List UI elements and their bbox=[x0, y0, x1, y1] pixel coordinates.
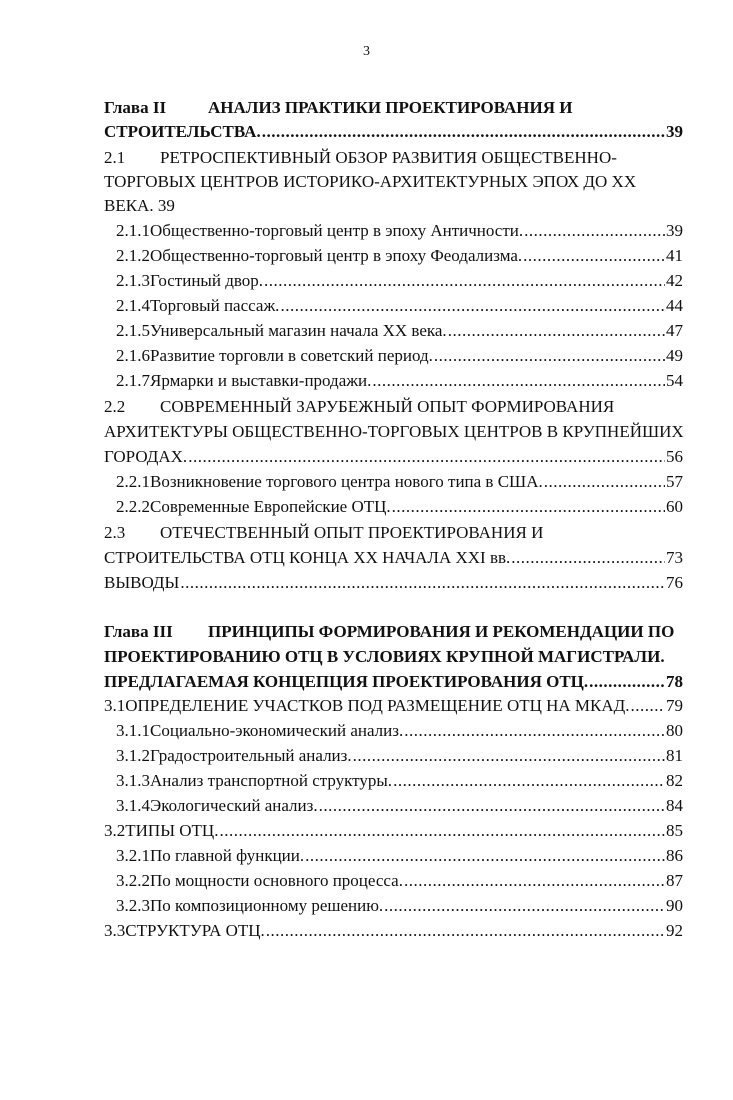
toc-title: Универсальный магазин начала XX века. bbox=[150, 321, 447, 340]
toc-page: 41 bbox=[666, 246, 683, 265]
toc-line bbox=[116, 744, 683, 768]
toc-title: Ярмарки и выставки-продажи. bbox=[150, 371, 372, 390]
toc-title: ОПРЕДЕЛЕНИЕ УЧАСТКОВ ПОД РАЗМЕЩЕНИЕ ОТЦ НА МКАД. bbox=[125, 696, 630, 715]
section-number: 3.3 bbox=[104, 921, 126, 940]
dot-leader bbox=[393, 769, 665, 793]
toc-title: Социально-экономический анализ. bbox=[150, 721, 404, 740]
section-number: 3.1.2 bbox=[116, 746, 150, 765]
dot-leader bbox=[392, 495, 665, 519]
toc-title: СТРОИТЕЛЬСТВА ОТЦ КОНЦА XX НАЧАЛА XXI вв. bbox=[104, 548, 511, 567]
dot-leader bbox=[448, 319, 665, 343]
toc-line bbox=[116, 794, 683, 818]
toc-page: 76 bbox=[666, 573, 683, 592]
dot-leader bbox=[188, 445, 665, 469]
section-number: 3.1.4 bbox=[116, 796, 150, 815]
section-number: 3.1.3 bbox=[116, 771, 150, 790]
toc-title: ОТЕЧЕСТВЕННЫЙ ОПЫТ ПРОЕКТИРОВАНИЯ И bbox=[160, 523, 544, 542]
toc-line bbox=[116, 294, 683, 318]
toc-line bbox=[104, 170, 683, 194]
dot-leader bbox=[280, 294, 665, 318]
toc-page: 82 bbox=[666, 771, 683, 790]
toc-line bbox=[116, 319, 683, 343]
toc-page: 73 bbox=[666, 548, 683, 567]
toc-heading-line bbox=[104, 620, 683, 644]
toc-line bbox=[104, 694, 683, 718]
section-number: 2.1.7 bbox=[116, 371, 150, 390]
toc-line bbox=[116, 244, 683, 268]
toc-line bbox=[116, 495, 683, 519]
section-number: 2.1 bbox=[104, 148, 126, 167]
toc-page: 39 bbox=[666, 122, 683, 141]
dot-leader bbox=[180, 571, 665, 595]
section-number: 2.1.6 bbox=[116, 346, 150, 365]
toc-page: 56 bbox=[666, 447, 683, 466]
toc-line bbox=[104, 146, 683, 170]
chapter-number: Глава II bbox=[104, 98, 167, 117]
toc-line bbox=[104, 571, 683, 595]
toc-title: Экологический анализ. bbox=[150, 796, 318, 815]
toc-title: Общественно-торговый центр в эпоху Античности. bbox=[150, 221, 524, 240]
toc-title: Возникновение торгового центра нового типа в США. bbox=[150, 472, 543, 491]
toc-page: 47 bbox=[666, 321, 683, 340]
toc-title: Градостроительный анализ. bbox=[150, 746, 352, 765]
toc-line bbox=[104, 395, 683, 419]
toc-line bbox=[116, 719, 683, 743]
section-number: 2.1.1 bbox=[116, 221, 150, 240]
toc-page: 84 bbox=[666, 796, 683, 815]
dot-leader bbox=[404, 869, 665, 893]
toc-title: СОВРЕМЕННЫЙ ЗАРУБЕЖНЫЙ ОПЫТ ФОРМИРОВАНИЯ bbox=[160, 397, 615, 416]
toc-title: РЕТРОСПЕКТИВНЫЙ ОБЗОР РАЗВИТИЯ ОБЩЕСТВЕННО- bbox=[160, 148, 617, 167]
chapter-title: АНАЛИЗ ПРАКТИКИ ПРОЕКТИРОВАНИЯ И bbox=[208, 98, 573, 117]
section-number: 3.1.1 bbox=[116, 721, 150, 740]
dot-leader bbox=[219, 819, 665, 843]
toc-title: Общественно-торговый центр в эпоху Феодализма. bbox=[150, 246, 523, 265]
chapter-title: ПРИНЦИПЫ ФОРМИРОВАНИЯ И РЕКОМЕНДАЦИИ ПО bbox=[208, 622, 675, 641]
toc-line bbox=[104, 194, 683, 218]
dot-leader bbox=[319, 794, 665, 818]
dot-leader bbox=[305, 844, 665, 868]
dot-leader bbox=[262, 120, 665, 144]
toc-page: 81 bbox=[666, 746, 683, 765]
toc-title: АРХИТЕКТУРЫ ОБЩЕСТВЕННО-ТОРГОВЫХ ЦЕНТРОВ В КРУПНЕЙШИХ bbox=[104, 422, 684, 441]
dot-leader bbox=[434, 344, 665, 368]
toc-line bbox=[104, 420, 683, 444]
toc-line bbox=[116, 470, 683, 494]
toc-line bbox=[104, 819, 683, 843]
toc-title: Современные Европейские ОТЦ. bbox=[150, 497, 391, 516]
toc-line bbox=[104, 670, 683, 694]
page-number: 3 bbox=[363, 44, 370, 59]
toc-title: ГОРОДАХ. bbox=[104, 447, 188, 466]
toc-line bbox=[116, 894, 683, 918]
toc-page: 54 bbox=[666, 371, 683, 390]
toc-page: 79 bbox=[666, 696, 683, 715]
section-number: 2.1.4 bbox=[116, 296, 150, 315]
toc-page: 90 bbox=[666, 896, 683, 915]
section-number: 2.3 bbox=[104, 523, 126, 542]
section-number: 3.2 bbox=[104, 821, 126, 840]
toc-line bbox=[104, 546, 683, 570]
toc-title: Торговый пассаж. bbox=[150, 296, 280, 315]
toc-line bbox=[104, 521, 683, 545]
toc-page: 85 bbox=[666, 821, 683, 840]
toc-line bbox=[104, 120, 683, 144]
toc-title: ПРОЕКТИРОВАНИЮ ОТЦ В УСЛОВИЯХ КРУПНОЙ МАГИСТРАЛИ. bbox=[104, 647, 665, 666]
dot-leader bbox=[404, 719, 665, 743]
toc-line bbox=[104, 645, 683, 669]
toc-page: 42 bbox=[666, 271, 683, 290]
dot-leader bbox=[544, 470, 665, 494]
section-number: 2.1.5 bbox=[116, 321, 150, 340]
dot-leader bbox=[524, 219, 665, 243]
toc-line bbox=[116, 344, 683, 368]
toc-line bbox=[104, 919, 683, 943]
toc-page: 60 bbox=[666, 497, 683, 516]
toc-title: Анализ транспортной структуры. bbox=[150, 771, 393, 790]
dot-leader bbox=[264, 269, 665, 293]
section-number: 3.2.1 bbox=[116, 846, 150, 865]
toc-title: ВЫВОДЫ bbox=[104, 573, 180, 592]
dot-leader bbox=[589, 670, 665, 694]
toc-line bbox=[116, 844, 683, 868]
toc-page: 44 bbox=[666, 296, 683, 315]
section-number: 2.1.2 bbox=[116, 246, 150, 265]
dot-leader bbox=[523, 244, 665, 268]
section-number: 2.2 bbox=[104, 397, 126, 416]
toc-page: 49 bbox=[666, 346, 683, 365]
dot-leader bbox=[631, 694, 665, 718]
toc-page: 92 bbox=[666, 921, 683, 940]
toc-line bbox=[116, 769, 683, 793]
chapter-number: Глава III bbox=[104, 622, 173, 641]
toc-title: По главной функции. bbox=[150, 846, 305, 865]
toc-page: 78 bbox=[666, 672, 683, 691]
toc-page: 57 bbox=[666, 472, 683, 491]
toc-page: 80 bbox=[666, 721, 683, 740]
toc-page: 39 bbox=[666, 221, 683, 240]
toc-title: Гостиный двор. bbox=[150, 271, 264, 290]
toc-title: ТОРГОВЫХ ЦЕНТРОВ ИСТОРИКО-АРХИТЕКТУРНЫХ ЭПОХ ДО XX bbox=[104, 172, 637, 191]
dot-leader bbox=[511, 546, 665, 570]
section-number: 3.2.2 bbox=[116, 871, 150, 890]
toc-line bbox=[116, 269, 683, 293]
toc-title: По композиционному решению. bbox=[150, 896, 384, 915]
toc-line bbox=[116, 369, 683, 393]
dot-leader bbox=[384, 894, 665, 918]
toc-line bbox=[116, 869, 683, 893]
toc-title: Развитие торговли в советский период. bbox=[150, 346, 433, 365]
toc-title: ТИПЫ ОТЦ. bbox=[125, 821, 219, 840]
section-number: 3.1 bbox=[104, 696, 126, 715]
toc-title: СТРОИТЕЛЬСТВА. bbox=[104, 122, 261, 141]
toc-page: 87 bbox=[666, 871, 683, 890]
section-number: 2.2.2 bbox=[116, 497, 150, 516]
toc-line bbox=[104, 445, 683, 469]
toc-heading-line bbox=[104, 96, 683, 120]
toc-title: ПРЕДЛАГАЕМАЯ КОНЦЕПЦИЯ ПРОЕКТИРОВАНИЯ ОТЦ. bbox=[104, 672, 589, 691]
dot-leader bbox=[353, 744, 665, 768]
dot-leader bbox=[372, 369, 665, 393]
section-number: 2.1.3 bbox=[116, 271, 150, 290]
section-number: 3.2.3 bbox=[116, 896, 150, 915]
toc-title: По мощности основного процесса. bbox=[150, 871, 403, 890]
toc-title: СТРУКТУРА ОТЦ. bbox=[125, 921, 265, 940]
toc-line bbox=[116, 219, 683, 243]
dot-leader bbox=[266, 919, 665, 943]
toc-page: 86 bbox=[666, 846, 683, 865]
section-number: 2.2.1 bbox=[116, 472, 150, 491]
toc-title: ВЕКА. 39 bbox=[104, 196, 175, 215]
